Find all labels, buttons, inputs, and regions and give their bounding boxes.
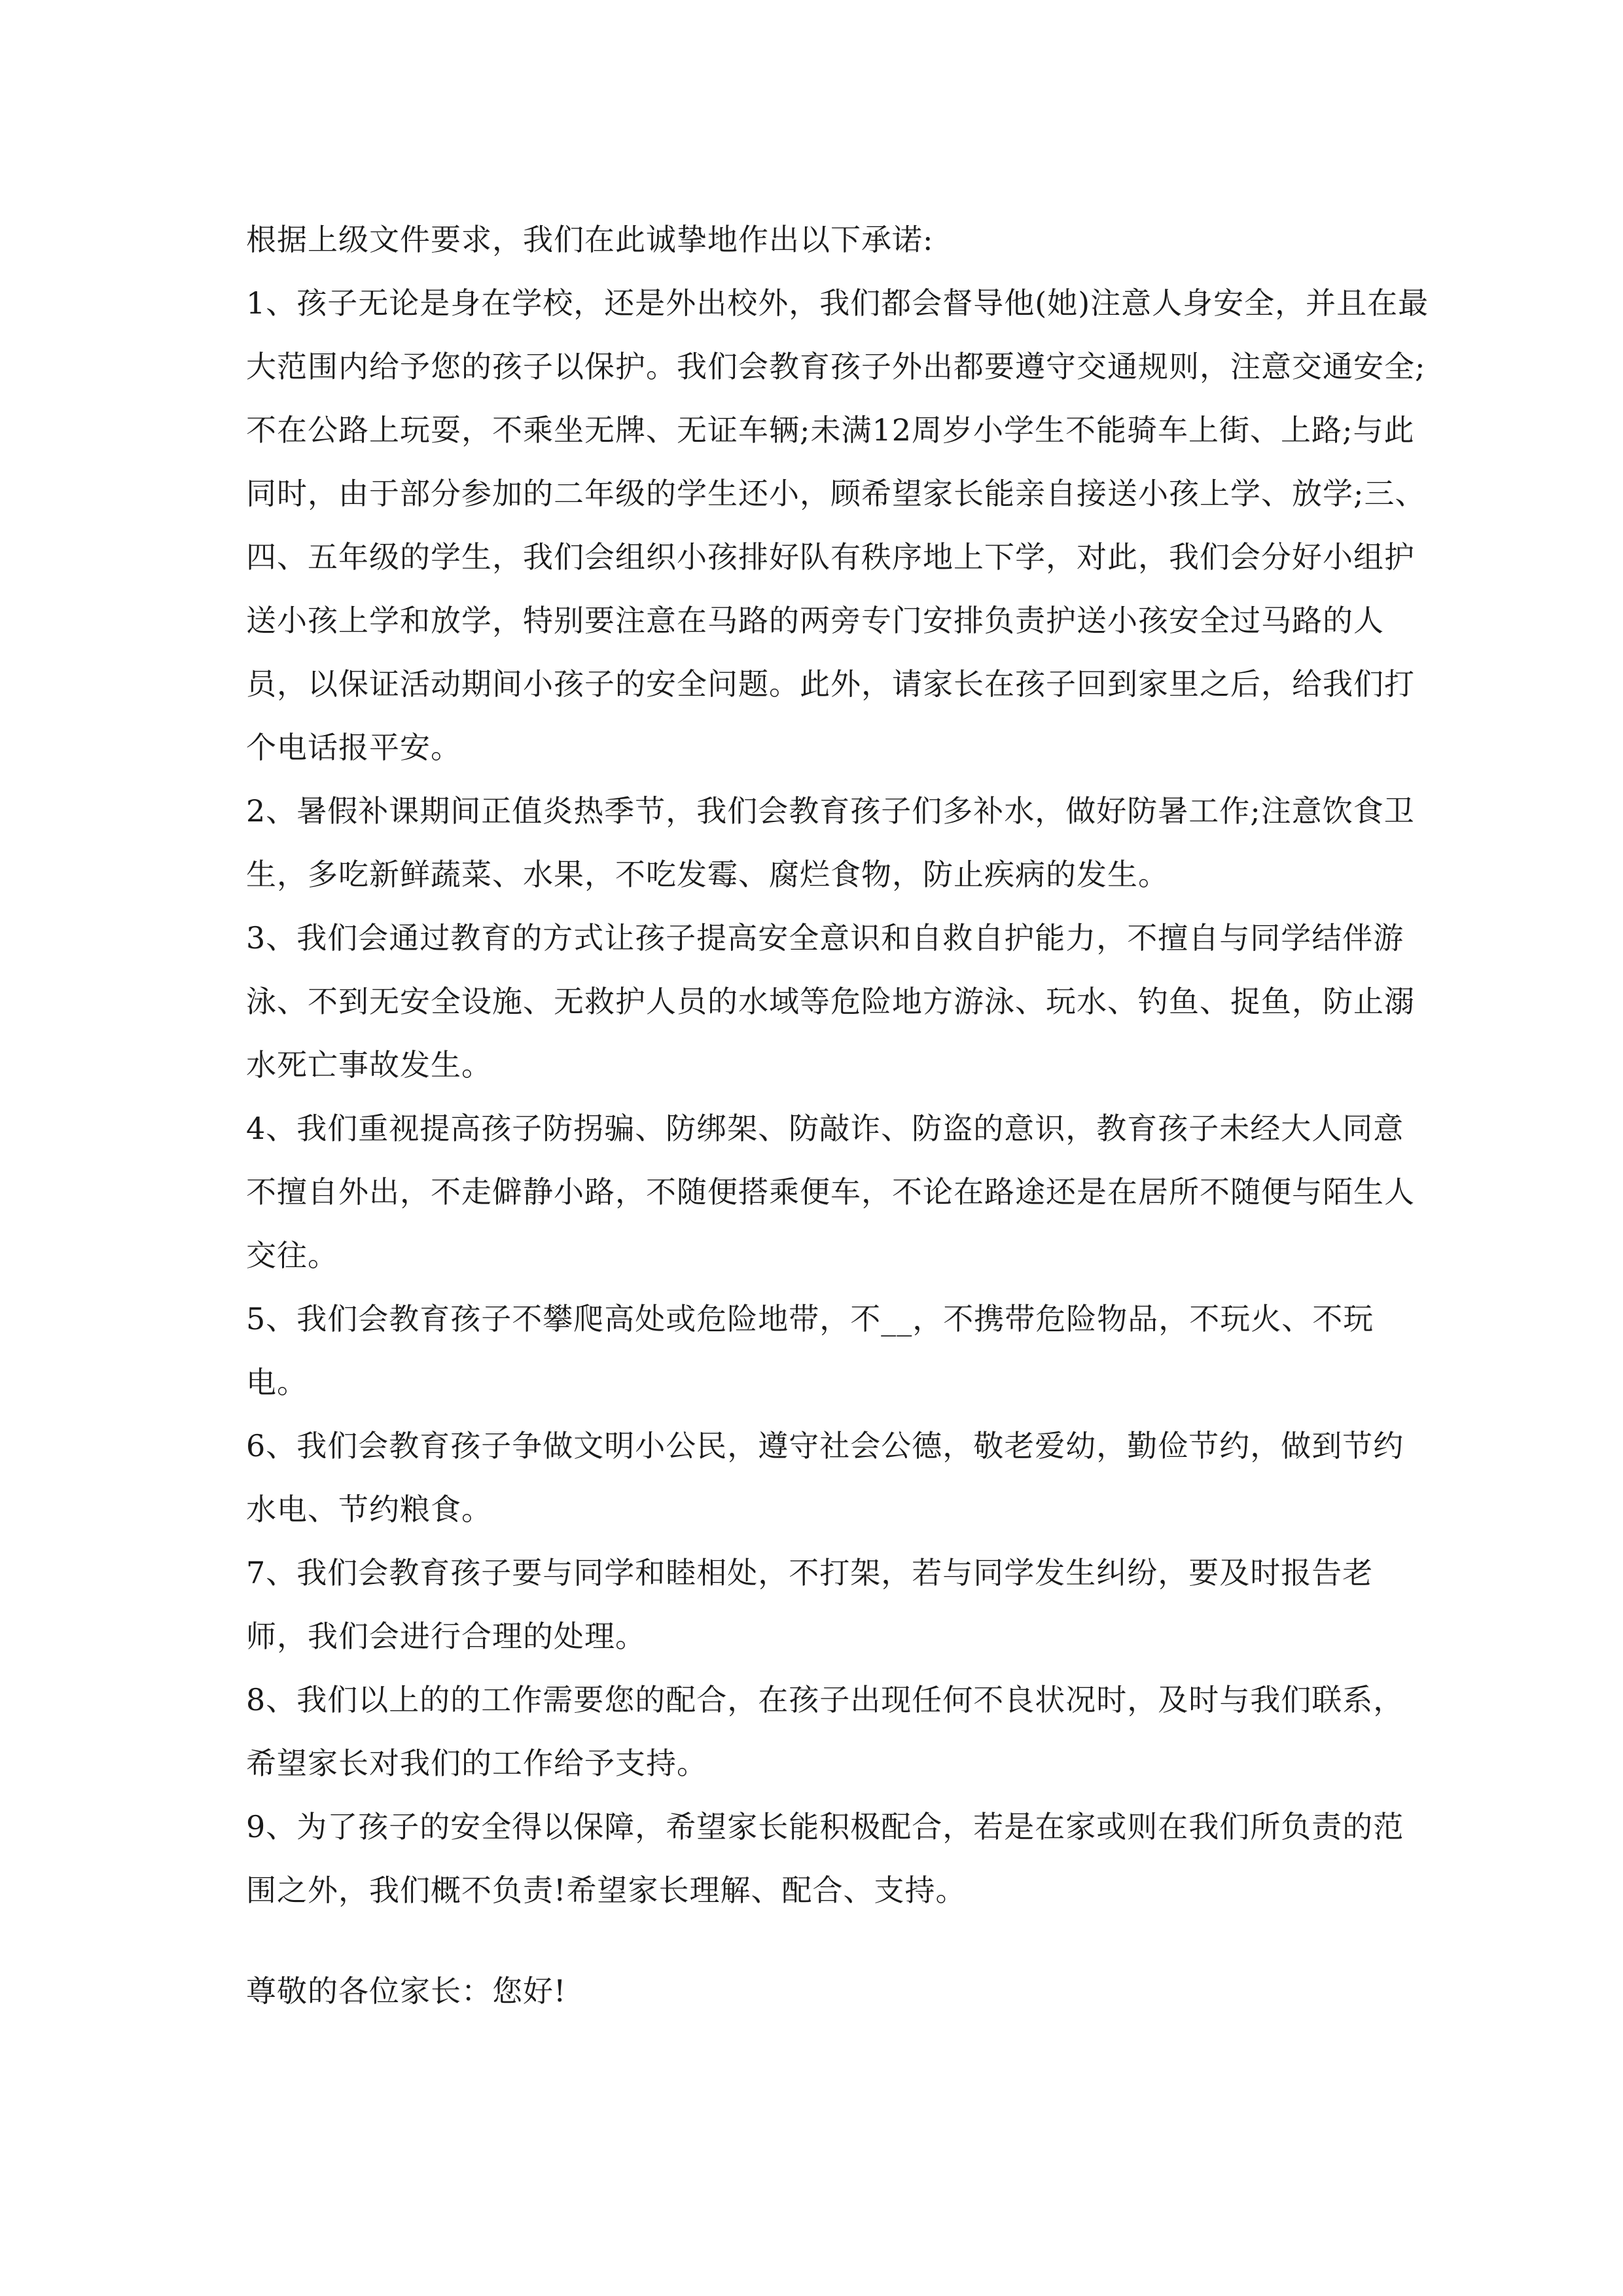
commitment-item-1: 1、孩子无论是身在学校，还是外出校外，我们都会督导他(她)注意人身安全，并且在最大范围内给予您的孩子以保护。我们会教育孩子外出都要遵守交通规则，注意交通安全;不在公路上玩耍，不乘坐无牌、无证车辆;未满12周岁小学生不能骑车上街、上路;与此同时，由于部分参加的二年级的学生还小，顾希望家长能亲自接送小孩上学、放学;三、四、五年级的学生，我们会组织小孩排好队有秩序地上下学，对此，我们会分好小组护送小孩上学和放学，特别要注意在马路的两旁专门安排负责护送小孩安全过马路的人员，以保证活动期间小孩子的安全问题。此外，请家长在孩子回到家里之后，给我们打个电话报平安。: [246, 285, 1429, 765]
greeting-line: 尊敬的各位家长：您好!: [246, 1973, 567, 2009]
document-body: [246, 208, 1431, 1922]
commitment-item-8: 8、我们以上的的工作需要您的配合，在孩子出现任何不良状况时，及时与我们联系，希望家长对我们的工作给予支持。: [246, 1682, 1404, 1781]
commitment-item-6: 6、我们会教育孩子争做文明小公民，遵守社会公德，敬老爱幼，勤俭节约，做到节约水电、节约粮食。: [246, 1428, 1404, 1527]
commitment-item-5: 5、我们会教育孩子不攀爬高处或危险地带，不__，不携带危险物品，不玩火、不玩电。: [246, 1301, 1374, 1400]
commitment-item-9: 9、为了孩子的安全得以保障，希望家长能积极配合，若是在家或则在我们所负责的范围之外，我们概不负责!希望家长理解、配合、支持。: [246, 1809, 1404, 1908]
commitment-item-2: 2、暑假补课期间正值炎热季节，我们会教育孩子们多补水，做好防暑工作;注意饮食卫生，多吃新鲜蔬菜、水果，不吃发霉、腐烂食物，防止疾病的发生。: [246, 793, 1415, 892]
commitment-item-7: 7、我们会教育孩子要与同学和睦相处，不打架，若与同学发生纠纷，要及时报告老师，我们会进行合理的处理。: [246, 1555, 1374, 1654]
intro-paragraph: 根据上级文件要求，我们在此诚挚地作出以下承诺:: [246, 222, 934, 257]
commitment-item-4: 4、我们重视提高孩子防拐骗、防绑架、防敲诈、防盗的意识，教育孩子未经大人同意不擅自外出，不走僻静小路，不随便搭乘便车，不论在路途还是在居所不随便与陌生人交往。: [246, 1111, 1415, 1273]
commitment-item-3: 3、我们会通过教育的方式让孩子提高安全意识和自救自护能力，不擅自与同学结伴游泳、不到无安全设施、无救护人员的水域等危险地方游泳、玩水、钓鱼、捉鱼，防止溺水死亡事故发生。: [246, 920, 1415, 1083]
